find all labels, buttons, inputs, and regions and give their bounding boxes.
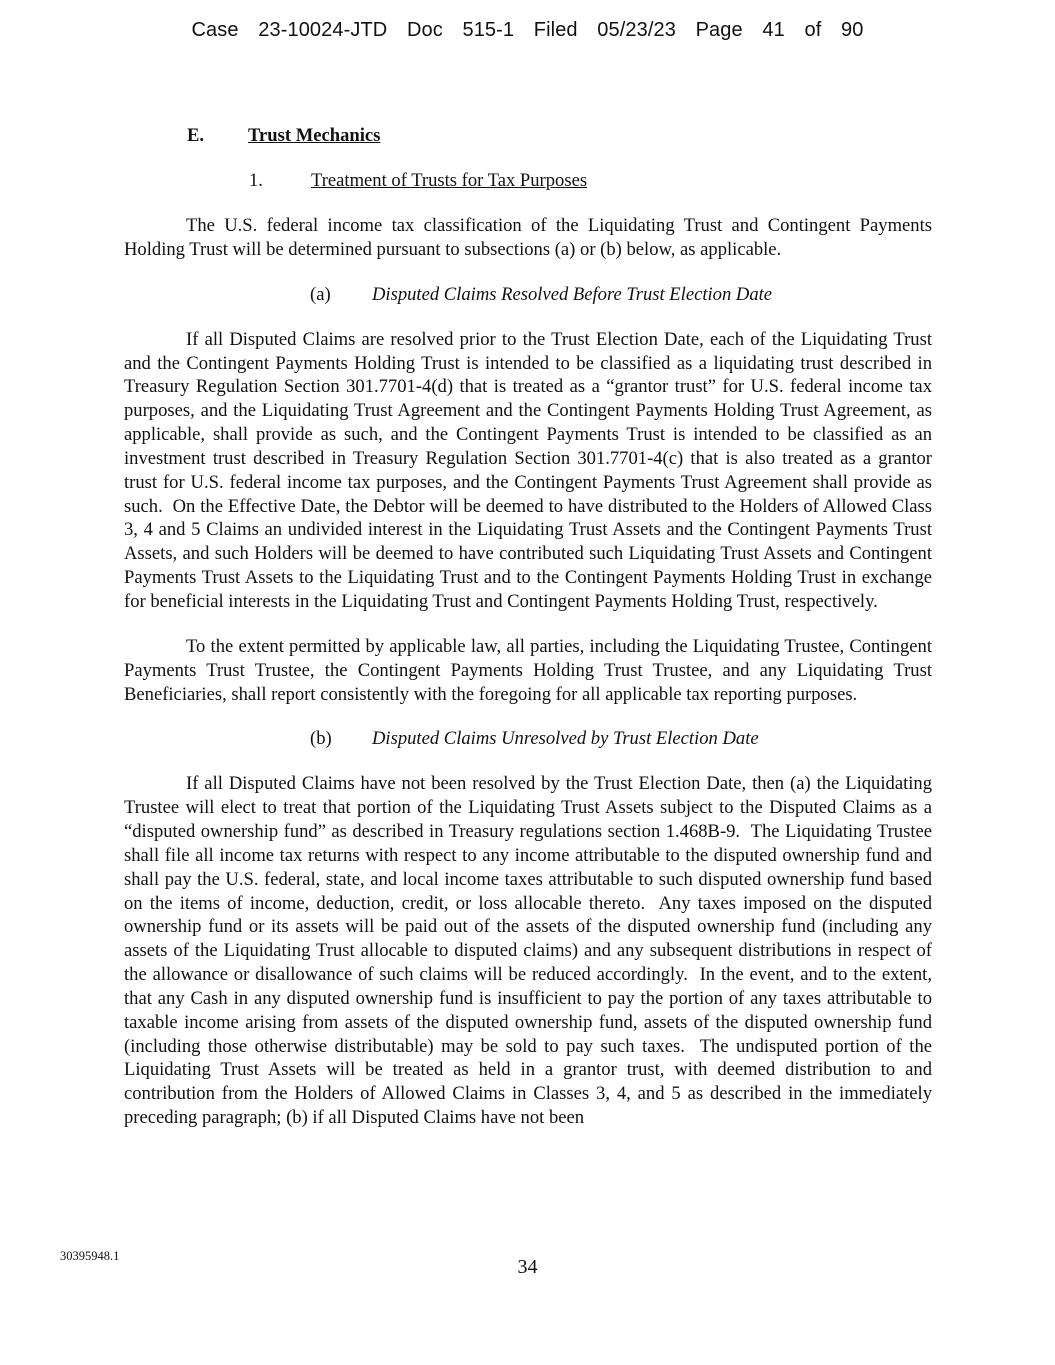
subsection-title: Treatment of Trusts for Tax Purposes [311,170,588,191]
document-id: 30395948.1 [60,1249,120,1263]
subheading-a [124,283,932,307]
section-title: Trust Mechanics [248,125,381,146]
court-filing-header: Case 23-10024-JTD Doc 515-1 Filed 05/23/23 Page 41 of 90 [191,19,864,41]
section-heading [124,124,932,148]
subheading-a-marker: (a) [310,283,331,305]
subheading-b [124,727,932,751]
intro-paragraph: The U.S. federal income tax classification of the Liquidating Trust and Contingent Payments Holding Trust will be determined pursuant to subsections (a) or (b) below, as applicable. [124,215,932,260]
paragraph-b-body: If all Disputed Claims have not been resolved by the Trust Election Date, then (a) the Liquidating Trustee will elect to treat that portion of the Liquidating Trust Assets subject to the Disputed Claims as a “disputed ownership fund” as described in Treasury regulations section 1.468B-9. The Liquidating Trustee shall file all income tax returns with respect to any income attributable to the disputed ownership fund and shall pay the U.S. federal, state, and local income taxes attributable to such disputed ownership fund based on the items of income, deduction, credit, or loss allocable thereto. Any taxes imposed on the disputed ownership fund or its assets will be paid out of the assets of the disputed ownership fund (including any assets of the Liquidating Trust allocable to disputed claims) and any subsequent distributions in respect of the allowance or disallowance of such claims will be reduced accordingly. In the event, and to the extent, that any Cash in any disputed ownership fund is insufficient to pay the portion of any taxes attributable to taxable income arising from assets of the disputed ownership fund, assets of the disputed ownership fund (including those otherwise distributable) may be sold to pay such taxes. The undisputed portion of the Liquidating Trust Assets will be treated as held in a grantor trust, with deemed distribution to and contribution from the Holders of Allowed Claims in Classes 3, 4, and 5 as described in the immediately preceding paragraph; (b) if all Disputed Claims have not been [124,773,932,1129]
paragraph-a-body: If all Disputed Claims are resolved prior to the Trust Election Date, each of the Liquidating Trust and the Contingent Payments Holding Trust is intended to be classified as a liquidating trust described in Treasury Regulation Section 301.7701-4(d) that is treated as a “grantor trust” for U.S. federal income tax purposes, and the Liquidating Trust Agreement and the Contingent Payments Holding Trust Agreement, as applicable, shall provide as such, and the Contingent Payments Trust is intended to be classified as an investment trust described in Treasury Regulation Section 301.7701-4(c) that is also treated as a grantor trust for U.S. federal income tax purposes, and the Contingent Payments Trust Agreement shall provide as such. On the Effective Date, the Debtor will be deemed to have distributed to the Holders of Allowed Class 3, 4 and 5 Claims an undivided interest in the Liquidating Trust Assets and the Contingent Payments Trust Assets, and such Holders will be deemed to have contributed such Liquidating Trust Assets and Contingent Payments Trust Assets to the Liquidating Trust and to the Contingent Payments Holding Trust in exchange for beneficial interests in the Liquidating Trust and Contingent Payments Holding Trust, respectively. [124,328,932,612]
subheading-b-title: Disputed Claims Unresolved by Trust Election Date [372,728,759,750]
subsection-heading [124,169,932,193]
reporting-paragraph: To the extent permitted by applicable law, all parties, including the Liquidating Trustee, Contingent Payments Trust Trustee, the Contingent Payments Holding Trust Trustee, and any Liquidating Trust Beneficiaries, shall report consistently with the foregoing for all applicable tax reporting purposes. [124,635,932,705]
subheading-b-marker: (b) [310,728,332,750]
subheading-a-title: Disputed Claims Resolved Before Trust Election Date [372,283,773,305]
subsection-marker: 1. [249,170,263,191]
section-marker: E. [187,125,205,146]
page-number: 34 [517,1256,538,1278]
page-body [124,124,932,1151]
